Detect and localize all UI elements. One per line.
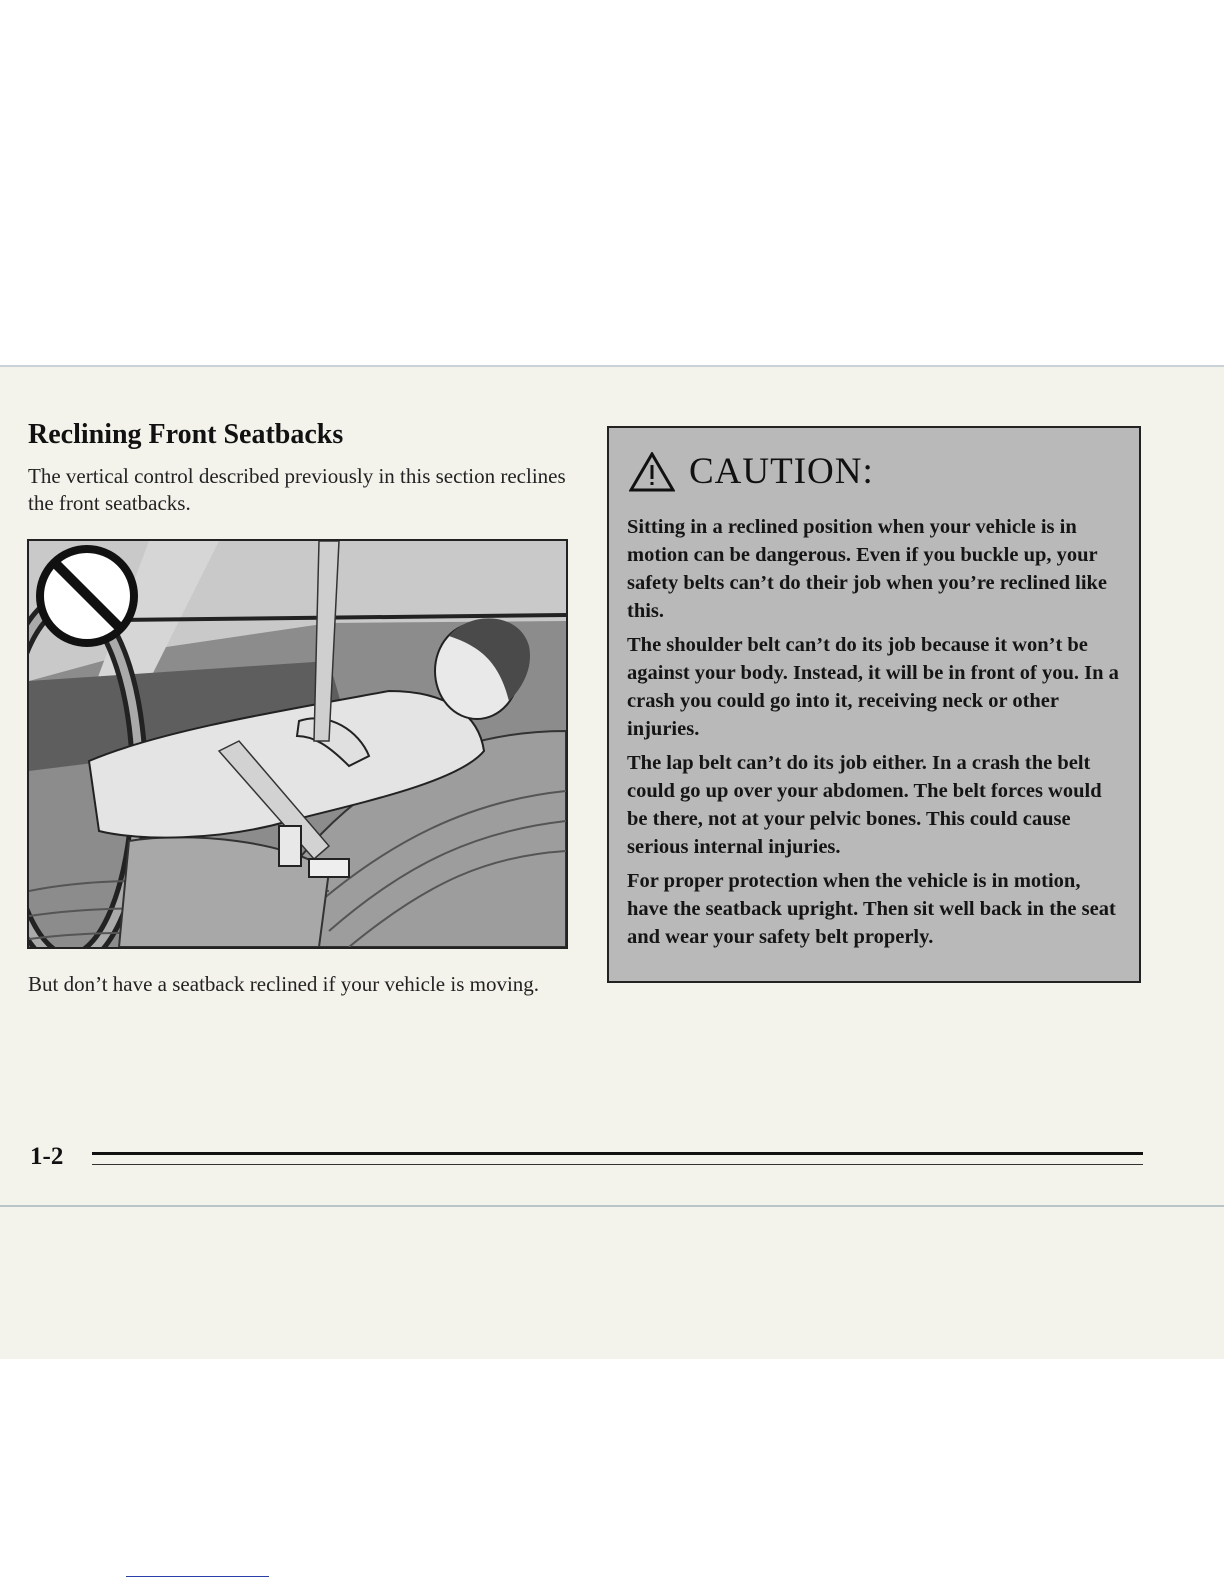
outro-paragraph: But don’t have a seatback reclined if your vehicle is moving.: [28, 972, 540, 996]
bottom-underline: [126, 1576, 269, 1577]
warning-triangle-icon: [629, 452, 675, 492]
caution-box: [607, 426, 1141, 983]
illustration-drawing: [29, 541, 566, 947]
prohibition-icon: [40, 549, 134, 643]
caution-paragraph-1: Sitting in a reclined position when your vehicle is in motion can be dangerous. Even if you buckle up, your safety belts can’t do their job when you’re reclined like this.: [627, 516, 1108, 622]
page-edge-rule: [0, 1205, 1224, 1207]
caution-paragraph-4: For proper protection when the vehicle is in motion, have the seatback upright. Then sit well back in the seat and wear your safety belt properly.: [627, 870, 1116, 948]
reclined-occupant-illustration: [27, 539, 568, 949]
footer-rule: [92, 1152, 1143, 1155]
caution-paragraph-2: The shoulder belt can’t do its job because it won’t be against your body. Instead, it will be in front of you. In a crash you could go into it, receiving neck or other injuries.: [627, 634, 1119, 740]
caution-title: CAUTION:: [689, 451, 874, 492]
section-heading: Reclining Front Seatbacks: [28, 419, 344, 450]
caution-header: [629, 450, 1121, 493]
caution-paragraph-3: The lap belt can’t do its job either. In a crash the belt could go up over your abdomen. The belt forces would be there, not at your pelvic bones. This could cause serious internal injuries.: [627, 752, 1102, 858]
intro-paragraph: The vertical control described previously in this section reclines the front seatbacks.: [28, 464, 566, 515]
footer-rule-thin: [92, 1164, 1143, 1165]
page-number: 1-2: [30, 1143, 64, 1170]
